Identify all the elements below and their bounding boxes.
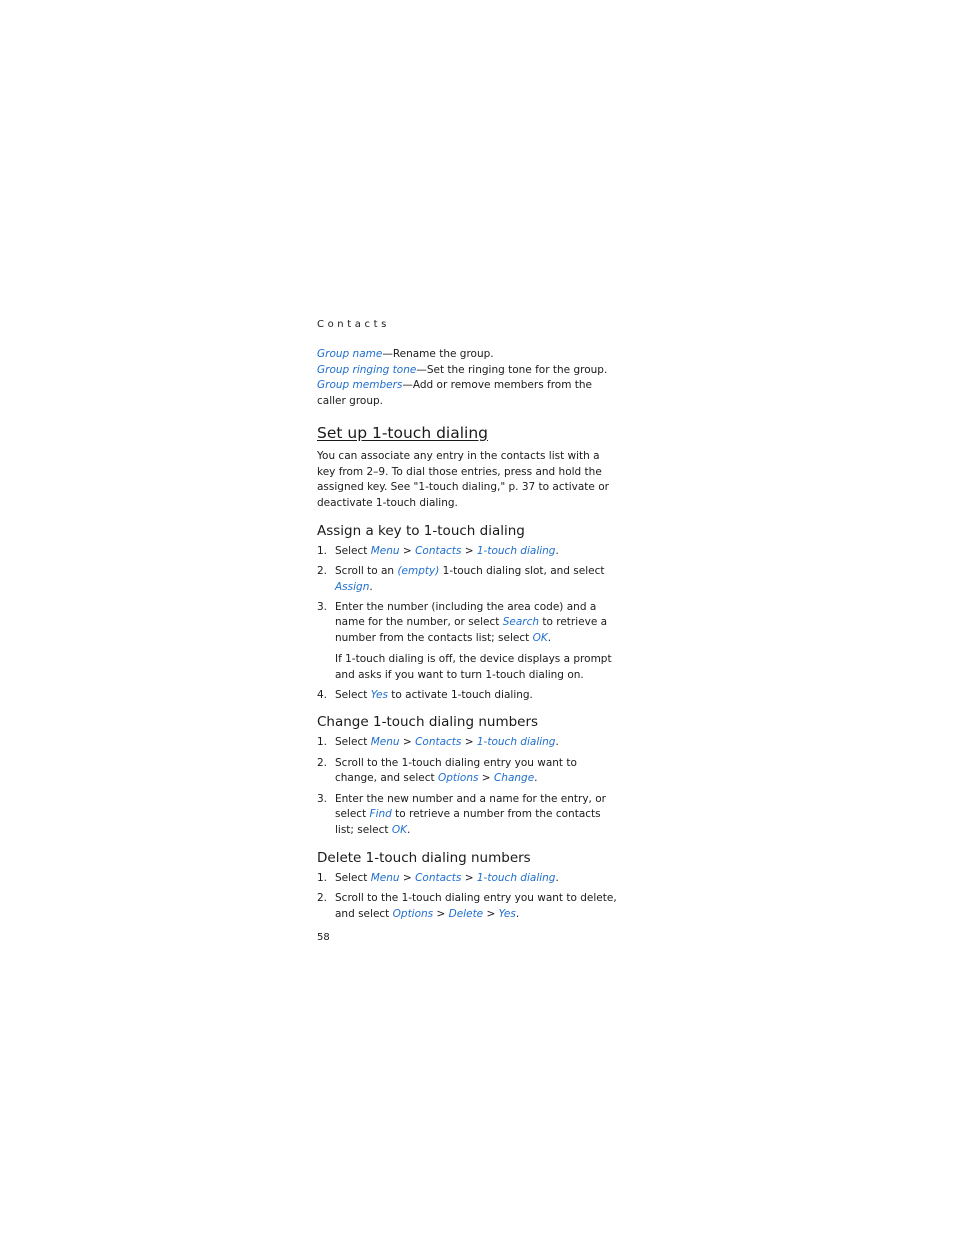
step <box>317 871 617 887</box>
one-touch-link: 1-touch dialing <box>476 544 556 557</box>
step-text: Enter the number (including the area code) and a name for the number, or select <box>335 600 597 629</box>
step-text: Select <box>335 544 371 557</box>
page-number: 58 <box>317 932 330 944</box>
manual-page <box>317 318 617 945</box>
change-link: Change <box>493 772 535 785</box>
step <box>317 688 617 704</box>
step-number: 2. <box>317 756 328 769</box>
step-text: . <box>534 772 538 785</box>
step-text: . <box>555 736 559 749</box>
step-text: > <box>483 907 499 920</box>
group-options <box>317 347 617 410</box>
search-link: Search <box>502 616 540 629</box>
step-text: Select <box>335 736 371 749</box>
find-link: Find <box>369 808 392 821</box>
step-note: If 1-touch dialing is off, the device displays a prompt and asks if you want to turn 1-touch dialing on. <box>335 652 612 681</box>
option-desc: —Rename the group. <box>382 348 494 360</box>
step-text: Scroll to the 1-touch dialing entry you want to change, and select <box>335 756 577 785</box>
group-option-ringing-tone <box>317 363 617 379</box>
options-link: Options <box>392 907 434 920</box>
step-text: to retrieve a number from the contacts list; select <box>335 616 608 645</box>
step-text: Select <box>335 871 371 884</box>
step-number: 1. <box>317 736 328 749</box>
step-text: > <box>399 871 416 884</box>
ok-link: OK <box>391 823 407 836</box>
step-text: . <box>555 871 559 884</box>
step-text: 1-touch dialing slot, and select <box>439 564 605 577</box>
assign-link: Assign <box>335 580 370 593</box>
group-option-name <box>317 347 617 363</box>
step <box>317 544 617 560</box>
step-number: 1. <box>317 544 328 557</box>
step-text: . <box>369 580 373 593</box>
step-text: Scroll to the 1-touch dialing entry you want to delete, and select <box>335 891 617 920</box>
option-label: Group ringing tone <box>317 363 417 376</box>
yes-link: Yes <box>498 907 516 920</box>
menu-link: Menu <box>370 736 400 749</box>
one-touch-link: 1-touch dialing <box>476 736 556 749</box>
section-title: Set up 1-touch dialing <box>317 423 488 442</box>
change-heading: Change 1-touch dialing numbers <box>317 714 539 731</box>
step-text: > <box>461 871 477 884</box>
step <box>317 891 617 922</box>
assign-heading: Assign a key to 1-touch dialing <box>317 522 525 539</box>
step-text: to activate 1-touch dialing. <box>387 688 533 701</box>
step-text: > <box>433 907 449 920</box>
delete-link: Delete <box>448 907 484 920</box>
contacts-link: Contacts <box>415 736 462 749</box>
contacts-link: Contacts <box>415 871 462 884</box>
section-intro: You can associate any entry in the contacts list with a key from 2–9. To dial those entries, press and hold the assigned key. See "1-touch dialing," p. 37 to activate or deactivate 1-touch dialing. <box>317 449 609 509</box>
step-text: > <box>478 772 494 785</box>
step <box>317 756 617 787</box>
running-head: Contacts <box>317 319 390 330</box>
step-number: 2. <box>317 891 328 904</box>
step-text: to retrieve a number from the contacts list; select <box>335 808 601 836</box>
option-desc: —Add or remove members from the caller group. <box>317 379 593 408</box>
step-text: > <box>461 736 477 749</box>
step-number: 3. <box>317 792 328 805</box>
option-label: Group members <box>317 379 403 392</box>
step-number: 4. <box>317 688 328 701</box>
step <box>317 792 617 839</box>
step <box>317 735 617 751</box>
step-text: . <box>555 544 559 557</box>
delete-steps <box>317 871 617 923</box>
step-number: 3. <box>317 600 328 613</box>
contacts-link: Contacts <box>415 544 462 557</box>
assign-steps <box>317 544 617 704</box>
step-text: > <box>399 544 416 557</box>
step-text: > <box>399 736 416 749</box>
delete-heading: Delete 1-touch dialing numbers <box>317 849 531 866</box>
step-text: . <box>515 907 520 920</box>
step <box>317 600 617 684</box>
step-text: Select <box>335 688 371 701</box>
change-steps <box>317 735 617 838</box>
step-text: . <box>547 632 552 645</box>
step-text: Scroll to an <box>335 564 398 577</box>
step-number: 1. <box>317 871 328 884</box>
yes-link: Yes <box>370 688 388 701</box>
menu-link: Menu <box>370 544 400 557</box>
step-text: > <box>461 544 477 557</box>
ok-link: OK <box>532 632 548 645</box>
step-text: Enter the new number and a name for the entry, or select <box>335 792 606 821</box>
option-label: Group name <box>317 348 383 360</box>
menu-link: Menu <box>370 871 400 884</box>
step-text: . <box>407 823 411 836</box>
step-number: 2. <box>317 564 328 577</box>
empty-link: (empty) <box>397 564 440 577</box>
one-touch-link: 1-touch dialing <box>476 871 556 884</box>
option-desc: —Set the ringing tone for the group. <box>416 363 608 376</box>
group-option-members <box>317 378 617 409</box>
options-link: Options <box>437 772 479 785</box>
step <box>317 564 617 595</box>
